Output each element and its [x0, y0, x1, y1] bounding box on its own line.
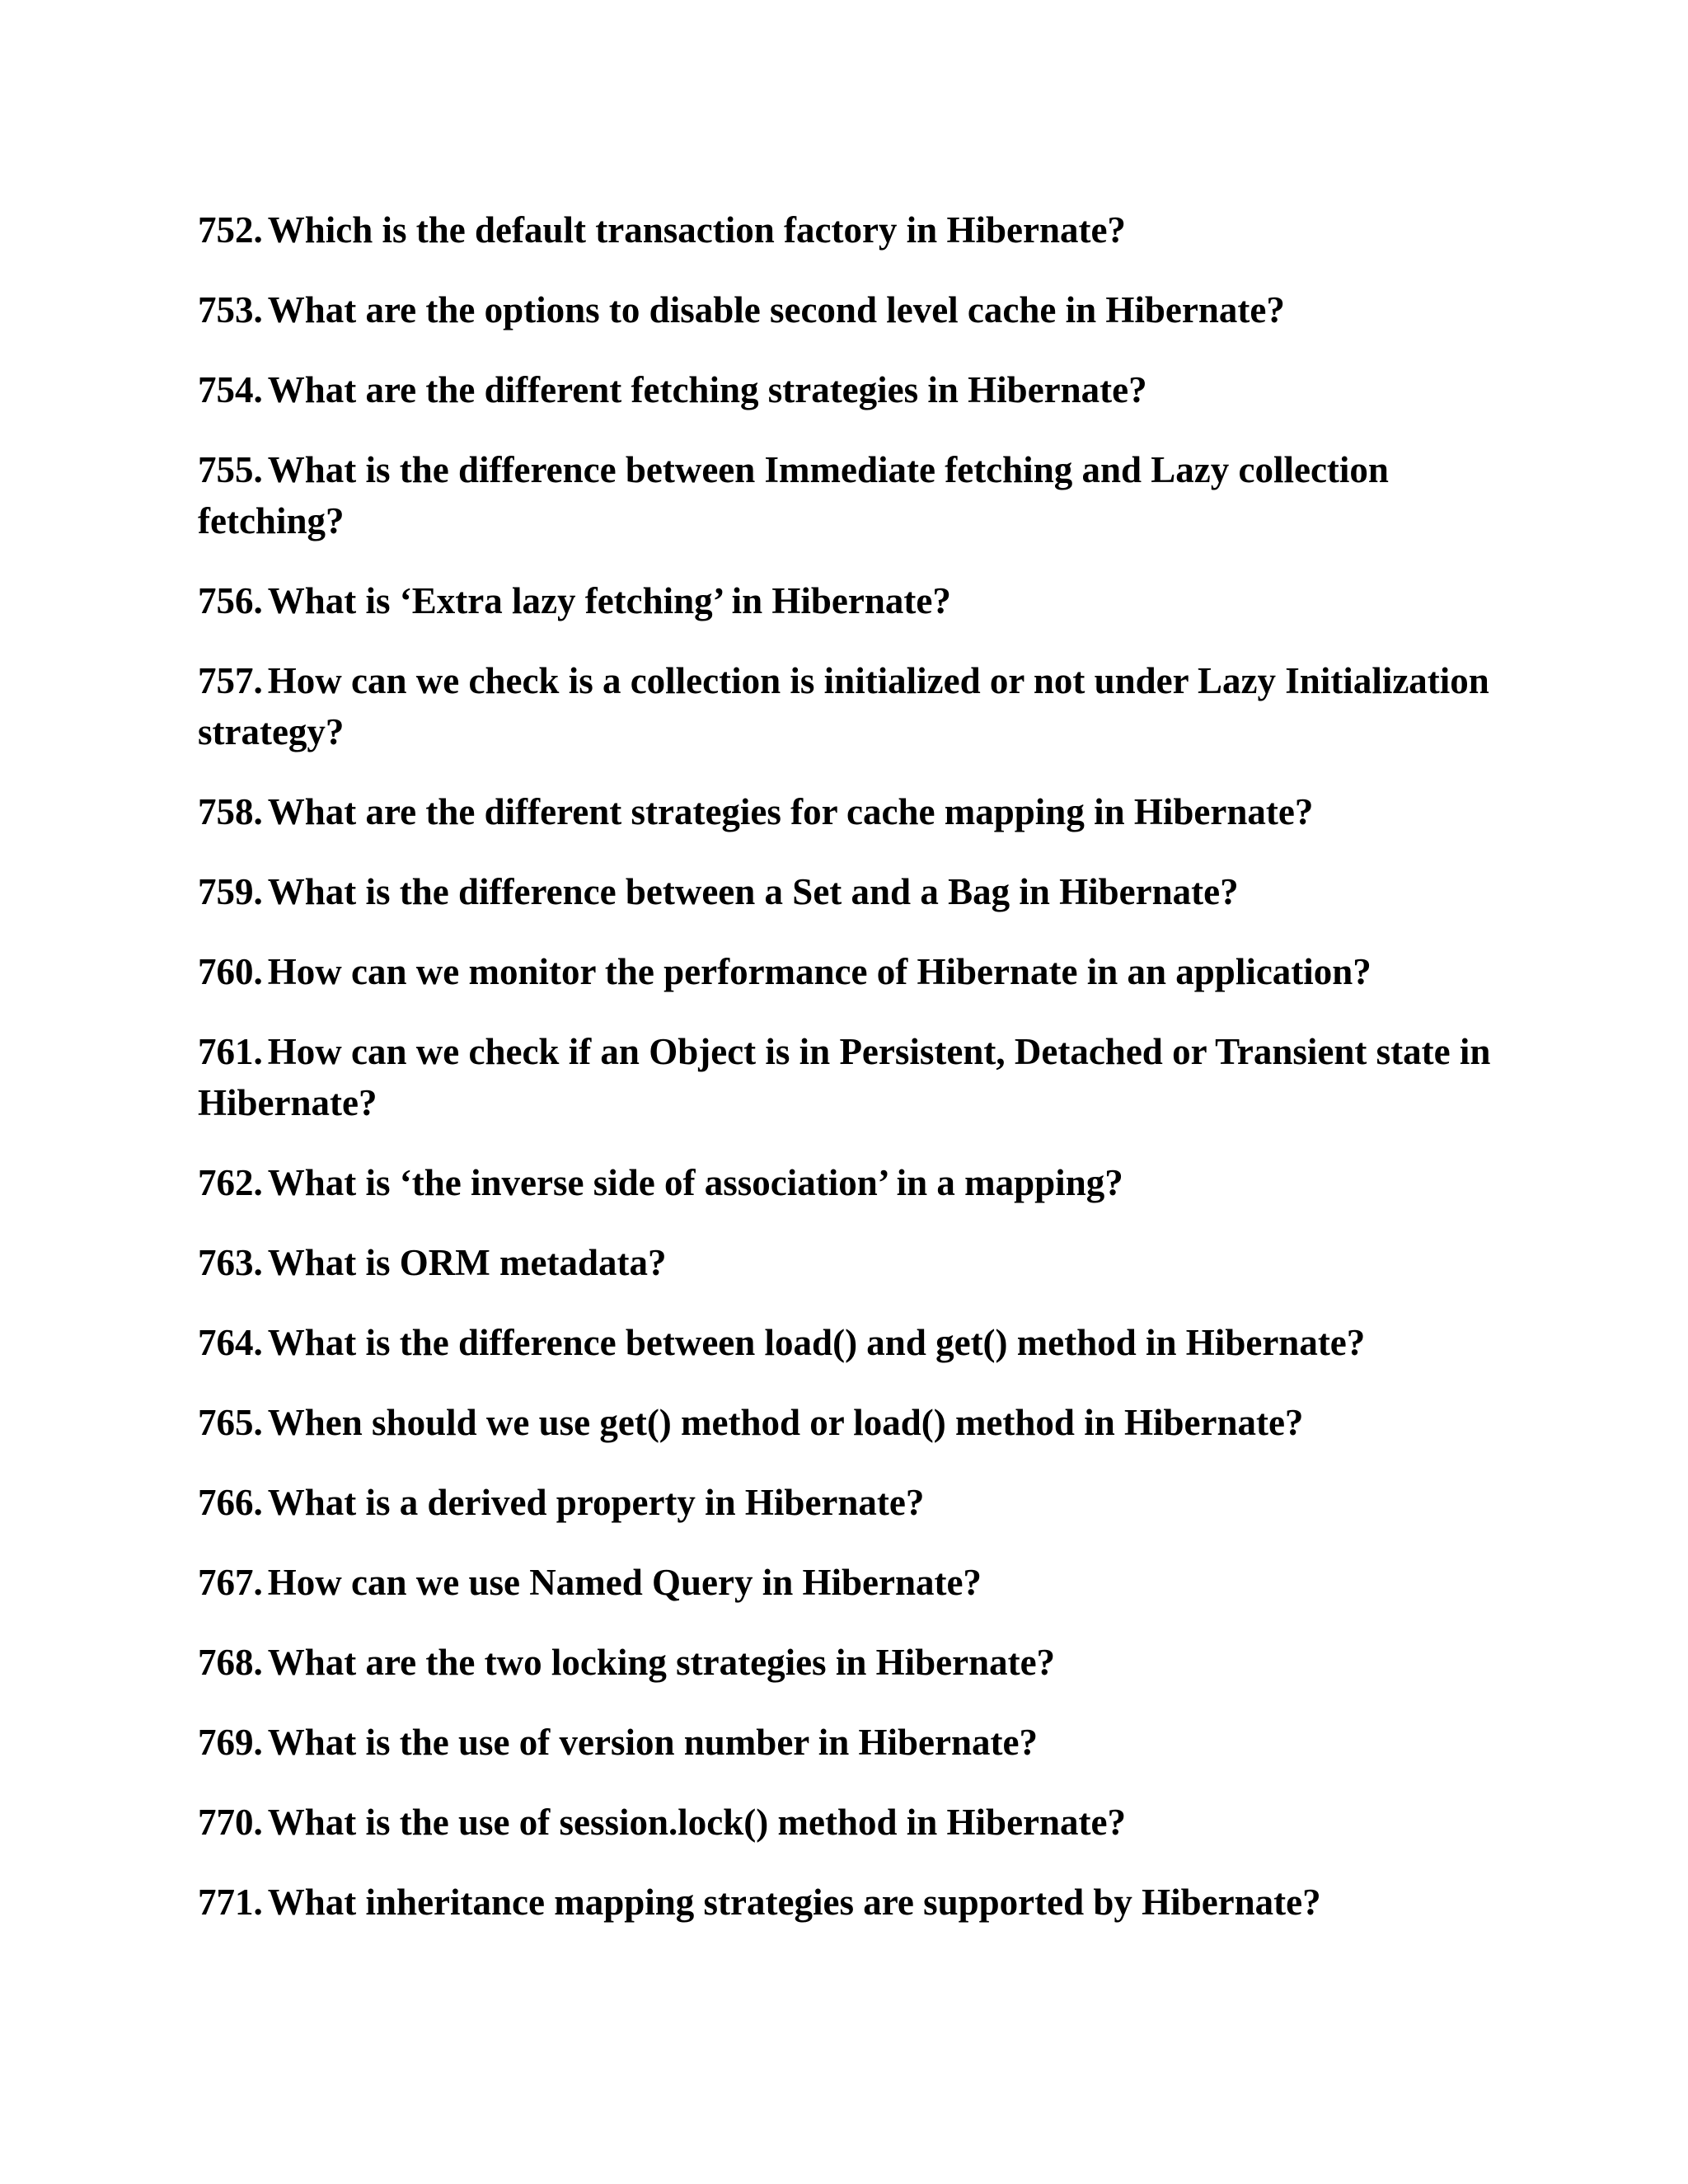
question-text: What is the difference between load() and get() method in Hibernate? [267, 1322, 1366, 1363]
question-text: What is a derived property in Hibernate? [267, 1482, 925, 1523]
question-list [198, 204, 1533, 1957]
question-text: What is the difference between a Set and a Bag in Hibernate? [267, 871, 1239, 912]
question-number: 756. [198, 580, 263, 621]
question-759 [198, 866, 1533, 917]
question-number: 767. [198, 1562, 263, 1603]
question-text: Which is the default transaction factory in Hibernate? [267, 209, 1126, 251]
question-text: What is the use of version number in Hibernate? [267, 1722, 1038, 1763]
question-number: 754. [198, 369, 263, 410]
question-number: 758. [198, 791, 263, 832]
question-758 [198, 786, 1533, 837]
question-766 [198, 1477, 1533, 1528]
question-text: What are the different fetching strategies in Hibernate? [267, 369, 1147, 410]
question-762 [198, 1157, 1533, 1208]
question-769 [198, 1717, 1533, 1768]
question-number: 760. [198, 951, 263, 992]
question-text: What is ‘Extra lazy fetching’ in Hibernate? [267, 580, 951, 621]
question-number: 759. [198, 871, 263, 912]
question-number: 768. [198, 1642, 263, 1683]
question-text: What inheritance mapping strategies are supported by Hibernate? [267, 1882, 1321, 1923]
question-number: 752. [198, 209, 263, 251]
question-756 [198, 575, 1533, 626]
question-number: 755. [198, 449, 263, 490]
question-755 [198, 444, 1533, 546]
question-765 [198, 1397, 1533, 1448]
question-text: How can we use Named Query in Hibernate? [267, 1562, 982, 1603]
question-text: What are the different strategies for cache mapping in Hibernate? [267, 791, 1314, 832]
question-761 [198, 1026, 1533, 1128]
question-757 [198, 655, 1533, 757]
question-752 [198, 204, 1533, 255]
question-text: What is ORM metadata? [267, 1242, 667, 1283]
question-number: 771. [198, 1882, 263, 1923]
question-764 [198, 1317, 1533, 1368]
question-768 [198, 1637, 1533, 1688]
question-760 [198, 946, 1533, 997]
question-text: What are the options to disable second level cache in Hibernate? [267, 289, 1285, 330]
question-number: 757. [198, 660, 263, 701]
question-754 [198, 364, 1533, 415]
question-text: When should we use get() method or load() method in Hibernate? [267, 1402, 1304, 1443]
question-text: What is the difference between Immediate fetching and Lazy collection fetching? [198, 449, 1389, 541]
question-753 [198, 284, 1533, 335]
question-text: How can we check is a collection is initialized or not under Lazy Initialization strategy? [198, 660, 1489, 752]
question-number: 761. [198, 1031, 263, 1072]
question-number: 762. [198, 1162, 263, 1203]
question-text: What is ‘the inverse side of association’ in a mapping? [267, 1162, 1123, 1203]
question-text: How can we check if an Object is in Persistent, Detached or Transient state in Hibernate? [198, 1031, 1491, 1123]
question-number: 763. [198, 1242, 263, 1283]
question-text: What is the use of session.lock() method in Hibernate? [267, 1802, 1127, 1843]
question-number: 769. [198, 1722, 263, 1763]
question-770 [198, 1797, 1533, 1848]
question-771 [198, 1877, 1533, 1928]
question-767 [198, 1557, 1533, 1608]
question-text: How can we monitor the performance of Hibernate in an application? [267, 951, 1372, 992]
question-number: 753. [198, 289, 263, 330]
question-number: 770. [198, 1802, 263, 1843]
question-text: What are the two locking strategies in Hibernate? [267, 1642, 1056, 1683]
question-number: 766. [198, 1482, 263, 1523]
question-number: 765. [198, 1402, 263, 1443]
question-763 [198, 1237, 1533, 1288]
question-number: 764. [198, 1322, 263, 1363]
